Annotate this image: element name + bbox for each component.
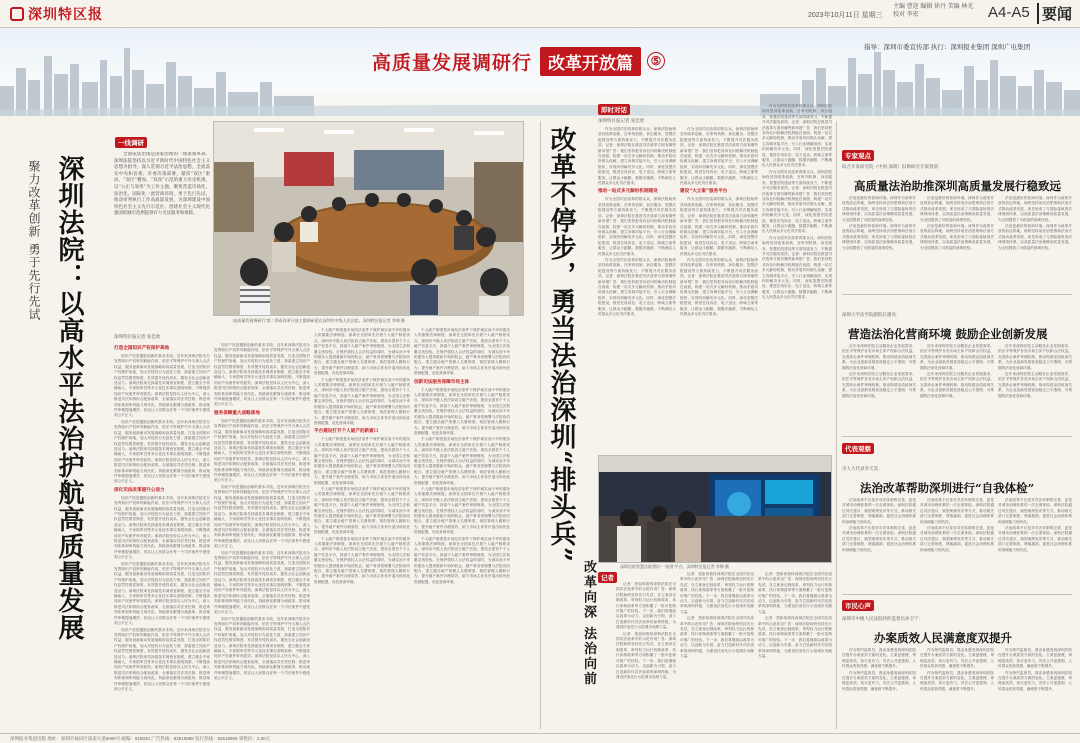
- box3-body-6: 法治改革不仅是对司法体制的完善，更是对城市治理体系的一次全面体检。深圳法院通过司法建议、典型案例发布等方式，推动相关部门完善制度、堵塞漏洞，促进社会治理体系和治理能力现代化。: [998, 526, 1072, 552]
- box4-body-4: 作为特约监督员，我亲身感受到深圳法院在提升办案质效方面的变化。立案更便捷，审理更高效，执行更有力，司法公开更透明，人民群众的获得感、满意度不断提升。: [920, 670, 994, 691]
- deputy-observe-tag: 代表观察: [842, 443, 874, 454]
- box3-column-1: [842, 498, 916, 590]
- middle-column-6: [758, 572, 832, 730]
- left-body-10: 知识产权是激励创新的基本手段。近年来深圳法院充分发挥知识产权审判职能作用，依法平等保护中外当事人合法权益，服务创新驱动发展战略和高质量发展，打造全国知识产权保护高地，加大对侵权行为惩处力度，探索建立知识产权惩罚性赔偿制度，有效提升侵权成本，激发全社会创新创造活力。深圳法院率先探索技术调查官制度，建立健全专家辅助人、专家陪审员等多元化技术事实查明机制，不断提高知识产权案件审判质效。深圳法院坚持以人民为中心，深入推进司法体制综合配套改革，全面落实司法责任制，推进审判体系和审判能力现代化。持续深化繁简分流改革，推动案件审理提速增效，切实让人民群众在每一个司法案件中感受到公平正义。: [214, 616, 310, 680]
- editor-credits: 主编 曹迎 编辑 徐丹 美编 林光 校对 李宏: [893, 4, 974, 18]
- center-body-4: 个人破产制度是市场经济条件下保护诚实而不幸的债务人的重要法律制度。深圳在全国率先开展个人破产制度试点，深圳市中级人民法院设立破产法庭，建设全国首个个人破产信息平台，探索个人破产案件审理规则，为全国立法积累宝贵经验。在保护债权人合法权益的同时，为诚实而不幸的债务人提供重新开始的机会，破产事务管理署与法院协同配合，建立健全破产管理人名册制度，规范管理人履职行为，提升破产案件办理质效，助力市场主体有序退出和优化资源配置，优化营商环境。: [314, 486, 410, 535]
- center-body-7: 个人破产制度是市场经济条件下保护诚实而不幸的债务人的重要法律制度。深圳在全国率先开展个人破产制度试点，深圳市中级人民法院设立破产法庭，建设全国首个个人破产信息平台，探索个人破产案件审理规则，为全国立法积累宝贵经验。在保护债权人合法权益的同时，为诚实而不幸的债务人提供重新开始的机会，破产事务管理署与法院协同配合，建立健全破产管理人名册制度，规范管理人履职行为，提升破产案件办理质效，助力市场主体有序退出和优化资源配置，优化营商环境。: [414, 387, 510, 435]
- left-section-heading-3: 服务保障重大战略落地: [214, 410, 260, 416]
- box3-column-3: [998, 498, 1072, 590]
- box1-column-1: [842, 196, 916, 286]
- left-lead-paragraph: [114, 152, 210, 327]
- center-section-heading-2: 创新司法服务保障市场主体: [414, 379, 470, 385]
- box1-body-3: 法治是最好的营商环境。深圳作为改革开放的前沿阵地，始终坚持用法治思维和法治方式推动改革发展，率先形成了与国际接轨的法律规则体系，以高质量法治保障高质量发展，为全国提供了可借鉴的深圳经验。: [920, 196, 994, 222]
- box2-headline: 营造法治化营商环境 鼓励企业创新发展: [848, 327, 1048, 341]
- left-body-9: 知识产权是激励创新的基本手段。近年来深圳法院充分发挥知识产权审判职能作用，依法平等保护中外当事人合法权益，服务创新驱动发展战略和高质量发展，打造全国知识产权保护高地，加大对侵权行为惩处力度，探索建立知识产权惩罚性赔偿制度，有效提升侵权成本，激发全社会创新创造活力。深圳法院率先探索技术调查官制度，建立健全专家辅助人、专家陪审员等多元化技术事实查明机制，不断提高知识产权案件审判质效。深圳法院坚持以人民为中心，深入推进司法体制综合配套改革，全面落实司法责任制，推进审判体系和审判能力现代化。持续深化繁简分流改革，推动案件审理提速增效，切实让人民群众在每一个司法案件中感受到公平正义。: [214, 550, 310, 615]
- box3-byline: 市人大代表李天昊：: [842, 466, 883, 471]
- center-body-10: 个人破产制度是市场经济条件下保护诚实而不幸的债务人的重要法律制度。深圳在全国率先开展个人破产制度试点，深圳市中级人民法院设立破产法庭，建设全国首个个人破产信息平台，探索个人破产案件审理规则，为全国立法积累宝贵经验。在保护债权人合法权益的同时，为诚实而不幸的债务人提供重新开始的机会，破产事务管理署与法院协同配合，建立健全破产管理人名册制度，规范管理人履职行为，提升破产案件办理质效，助力市场主体有序退出和优化资源配置，优化营商环境。: [414, 536, 510, 584]
- middle-section-tag: 记者: [598, 572, 617, 583]
- box1-body-5: 法治是最好的营商环境。深圳作为改革开放的前沿阵地，始终坚持用法治思维和法治方式推动改革发展，率先形成了与国际接轨的法律规则体系，以高质量法治保障高质量发展，为全国提供了可借鉴的深圳经验。: [998, 196, 1072, 222]
- box1-body-6: 法治是最好的营商环境。深圳作为改革开放的前沿阵地，始终坚持用法治思维和法治方式推动改革发展，率先形成了与国际接轨的法律规则体系，以高质量法治保障高质量发展，为全国提供了可借鉴的深圳经验。: [998, 224, 1072, 250]
- left-body-3: 知识产权是激励创新的基本手段。近年来深圳法院充分发挥知识产权审判职能作用，依法平等保护中外当事人合法权益，服务创新驱动发展战略和高质量发展，打造全国知识产权保护高地，加大对侵权行为惩处力度，探索建立知识产权惩罚性赔偿制度，有效提升侵权成本，激发全社会创新创造活力。深圳法院率先探索技术调查官制度，建立健全专家辅助人、专家陪审员等多元化技术事实查明机制，不断提高知识产权案件审判质效。深圳法院坚持以人民为中心，深入推进司法体制综合配套改革，全面落实司法责任制，推进审判体系和审判能力现代化。持续深化繁简分流改革，推动案件审理提速增效，切实让人民群众在每一个司法案件中感受到公平正义。: [114, 495, 210, 560]
- box1-column-3: [998, 196, 1072, 286]
- series-number: ⑤: [647, 52, 665, 70]
- left-body-1: 知识产权是激励创新的基本手段。近年来深圳法院充分发挥知识产权审判职能作用，依法平等保护中外当事人合法权益，服务创新驱动发展战略和高质量发展，打造全国知识产权保护高地，加大对侵权行为惩处力度，探索建立知识产权惩罚性赔偿制度，有效提升侵权成本，激发全社会创新创造活力。深圳法院率先探索技术调查官制度，建立健全专家辅助人、专家陪审员等多元化技术事实查明机制，不断提高知识产权案件审判质效。深圳法院坚持以人民为中心，深入推进司法体制综合配套改革，全面落实司法责任制，推进审判体系和审判能力现代化。持续深化繁简分流改革，推动案件审理提速增效，切实让人民群众在每一个司法案件中感受到公平正义。: [114, 354, 210, 418]
- box4-body-3: 作为特约监督员，我亲身感受到深圳法院在提升办案质效方面的变化。立案更便捷，审理更高效，执行更有力，司法公开更透明，人民群众的获得感、满意度不断提升。: [920, 648, 994, 669]
- center-section-heading-1: 平台建设打开个人破产的新窗口: [314, 429, 379, 435]
- page-number: A4-A5: [988, 4, 1030, 21]
- box4-column-2: [920, 648, 994, 730]
- smart-court-photo: [598, 455, 832, 563]
- middle-story-tag: 即时对话: [598, 104, 630, 115]
- box1-column-2: [920, 196, 994, 286]
- box3-headline: 法治改革帮助深圳进行“自我体检”: [860, 481, 1035, 495]
- center-column-1: [314, 328, 410, 728]
- left-body-6: 知识产权是激励创新的基本手段。近年来深圳法院充分发挥知识产权审判职能作用，依法平等保护中外当事人合法权益，服务创新驱动发展战略和高质量发展，打造全国知识产权保护高地，加大对侵权行为惩处力度，探索建立知识产权惩罚性赔偿制度，有效提升侵权成本，激发全社会创新创造活力。深圳法院率先探索技术调查官制度，建立健全专家辅助人、专家陪审员等多元化技术事实查明机制，不断提高知识产权案件审判质效。深圳法院坚持以人民为中心，深入推进司法体制综合配套改革，全面落实司法责任制，推进审判体系和审判能力现代化。持续深化繁简分流改革，推动案件审理提速增效，切实让人民群众在每一个司法案件中感受到公平正义。: [214, 343, 310, 407]
- left-section-heading-2: 深化司法改革提升公信力: [114, 487, 165, 493]
- edition-date: 2023年10月11日 星期三: [808, 12, 883, 19]
- middle-body-11: 记者：您如何看待深圳法院在全国司法改革中的示范作用？答：深圳法院始终坚持先行先试，在立案登记制改革、审判权力运行机制改革、执行体制改革等方面积累了一批可复制可推广的经验。下一步，我们将继续以改革为动力，以创新为引领，奋力打造新时代司法改革的深圳样板，为建设法治先行示范城市贡献力量。: [616, 631, 676, 679]
- box1-body-4: 法治是最好的营商环境。深圳作为改革开放的前沿阵地，始终坚持用法治思维和法治方式推动改革发展，率先形成了与国际接轨的法律规则体系，以高质量法治保障高质量发展，为全国提供了可借鉴的深圳经验。: [920, 224, 994, 250]
- left-body-5: 知识产权是激励创新的基本手段。近年来深圳法院充分发挥知识产权审判职能作用，依法平等保护中外当事人合法权益，服务创新驱动发展战略和高质量发展，打造全国知识产权保护高地，加大对侵权行为惩处力度，探索建立知识产权惩罚性赔偿制度，有效提升侵权成本，激发全社会创新创造活力。深圳法院率先探索技术调查官制度，建立健全专家辅助人、专家陪审员等多元化技术事实查明机制，不断提高知识产权案件审判质效。深圳法院坚持以人民为中心，深入推进司法体制综合配套改革，全面落实司法责任制，推进审判体系和审判能力现代化。持续深化繁简分流改革，推动案件审理提速增效，切实让人民群众在每一个司法案件中感受到公平正义。: [114, 627, 210, 691]
- section-name: 要闻: [1037, 3, 1072, 24]
- newspaper-logo: [10, 4, 103, 24]
- middle-body-15: 记者：您如何看待深圳法院在全国司法改革中的示范作用？答：深圳法院始终坚持先行先试，在立案登记制改革、审判权力运行机制改革、执行体制改革等方面积累了一批可复制可推广的经验。下一步，我们将继续以改革为动力，以创新为引领，奋力打造新时代司法改革的深圳样板，为建设法治先行示范城市贡献力量。: [758, 616, 832, 659]
- left-body-4: 知识产权是激励创新的基本手段。近年来深圳法院充分发挥知识产权审判职能作用，依法平等保护中外当事人合法权益，服务创新驱动发展战略和高质量发展，打造全国知识产权保护高地，加大对侵权行为惩处力度，探索建立知识产权惩罚性赔偿制度，有效提升侵权成本，激发全社会创新创造活力。深圳法院率先探索技术调查官制度，建立健全专家辅助人、专家陪审员等多元化技术事实查明机制，不断提高知识产权案件审判质效。深圳法院坚持以人民为中心，深入推进司法体制综合配套改革，全面落实司法责任制，推进审判体系和审判能力现代化。持续深化繁简分流改革，推动案件审理提速增效，切实让人民群众在每一个司法案件中感受到公平正义。: [114, 561, 210, 626]
- box3-body-3: 法治改革不仅是对司法体制的完善，更是对城市治理体系的一次全面体检。深圳法院通过司法建议、典型案例发布等方式，推动相关部门完善制度、堵塞漏洞，促进社会治理体系和治理能力现代化。: [920, 498, 994, 524]
- center-column-2: [414, 328, 510, 728]
- column-divider: [540, 121, 541, 729]
- box4-byline: 深圳市中级人民法院特约监督员孙卫宁：: [842, 616, 923, 621]
- center-body-3: 个人破产制度是市场经济条件下保护诚实而不幸的债务人的重要法律制度。深圳在全国率先开展个人破产制度试点，深圳市中级人民法院设立破产法庭，建设全国首个个人破产信息平台，探索个人破产案件审理规则，为全国立法积累宝贵经验。在保护债权人合法权益的同时，为诚实而不幸的债务人提供重新开始的机会，破产事务管理署与法院协同配合，建立健全破产管理人名册制度，规范管理人履职行为，提升破产案件办理质效，助力市场主体有序退出和优化资源配置，优化营商环境。: [314, 437, 410, 485]
- box4-body-2: 作为特约监督员，我亲身感受到深圳法院在提升办案质效方面的变化。立案更便捷，审理更高效，执行更有力，司法公开更透明，人民群众的获得感、满意度不断提升。: [842, 670, 916, 691]
- middle-column-5: [680, 572, 754, 730]
- series-subtitle: 改革开放篇: [540, 47, 641, 76]
- middle-body-9: 作为全国司法改革的排头兵，深圳法院始终坚持改革创新，在审判机制、诉讼服务、智慧法院建设等方面持续发力，不断提升司法服务质效。记者：深圳法院在推进司法改革方面有哪些新举措？答：我们坚持把非诉讼纠纷解决机制挺在前面，构建一站式多元解纷机制，推动矛盾纠纷源头化解，建立诉调对接平台，引入行业调解组织，实现纠纷解决多元化。同时，深化智慧法院建设，推进在线诉讼、电子送达、跨域立案等服务，让群众少跑腿、数据多跑路，不断满足人民群众多元化司法需求。: [762, 235, 832, 300]
- center-body-8: 个人破产制度是市场经济条件下保护诚实而不幸的债务人的重要法律制度。深圳在全国率先开展个人破产制度试点，深圳市中级人民法院设立破产法庭，建设全国首个个人破产信息平台，探索个人破产案件审理规则，为全国立法积累宝贵经验。在保护债权人合法权益的同时，为诚实而不幸的债务人提供重新开始的机会，破产事务管理署与法院协同配合，建立健全破产管理人名册制度，规范管理人履职行为，提升破产案件办理质效，助力市场主体有序退出和优化资源配置，优化营商环境。: [414, 437, 510, 485]
- box3-body-2: 法治改革不仅是对司法体制的完善，更是对城市治理体系的一次全面体检。深圳法院通过司法建议、典型案例发布等方式，推动相关部门完善制度、堵塞漏洞，促进社会治理体系和治理能力现代化。: [842, 526, 916, 552]
- middle-vertical-subhead: 改革向深 法治向前: [581, 560, 596, 687]
- box4-body-6: 作为特约监督员，我亲身感受到深圳法院在提升办案质效方面的变化。立案更便捷，审理更高效，执行更有力，司法公开更透明，人民群众的获得感、满意度不断提升。: [998, 670, 1072, 691]
- box4-body-5: 作为特约监督员，我亲身感受到深圳法院在提升办案质效方面的变化。立案更便捷，审理更高效，执行更有力，司法公开更透明，人民群众的获得感、满意度不断提升。: [998, 648, 1072, 669]
- middle-body-12: 记者：您如何看待深圳法院在全国司法改革中的示范作用？答：深圳法院始终坚持先行先试，在立案登记制改革、审判权力运行机制改革、执行体制改革等方面积累了一批可复制可推广的经验。下一步，我们将继续以改革为动力，以创新为引领，奋力打造新时代司法改革的深圳样板，为建设法治先行示范城市贡献力量。: [680, 572, 754, 614]
- left-byline: 深圳特区报记者 张佳欣: [114, 334, 161, 339]
- left-body-7: 知识产权是激励创新的基本手段。近年来深圳法院充分发挥知识产权审判职能作用，依法平等保护中外当事人合法权益，服务创新驱动发展战略和高质量发展，打造全国知识产权保护高地，加大对侵权行为惩处力度，探索建立知识产权惩罚性赔偿制度，有效提升侵权成本，激发全社会创新创造活力。深圳法院率先探索技术调查官制度，建立健全专家辅助人、专家陪审员等多元化技术事实查明机制，不断提高知识产权案件审判质效。深圳法院坚持以人民为中心，深入推进司法体制综合配套改革，全面落实司法责任制，推进审判体系和审判能力现代化。持续深化繁简分流改革，推动案件审理提速增效，切实让人民群众在每一个司法案件中感受到公平正义。: [214, 418, 310, 483]
- center-body-6: 个人破产制度是市场经济条件下保护诚实而不幸的债务人的重要法律制度。深圳在全国率先开展个人破产制度试点，深圳市中级人民法院设立破产法庭，建设全国首个个人破产信息平台，探索个人破产案件审理规则，为全国立法积累宝贵经验。在保护债权人合法权益的同时，为诚实而不幸的债务人提供重新开始的机会，破产事务管理署与法院协同配合，建立健全破产管理人名册制度，规范管理人履职行为，提升破产案件办理质效，助力市场主体有序退出和优化资源配置，优化营商环境。: [414, 328, 510, 376]
- citizen-voice-tag: 市民心声: [842, 600, 874, 611]
- middle-column-2: [680, 127, 758, 457]
- box4-body-1: 作为特约监督员，我亲身感受到深圳法院在提升办案质效方面的变化。立案更便捷，审理更高效，执行更有力，司法公开更透明，人民群众的获得感、满意度不断提升。: [842, 648, 916, 669]
- middle-column-1: [598, 127, 676, 457]
- box3-body-4: 法治改革不仅是对司法体制的完善，更是对城市治理体系的一次全面体检。深圳法院通过司法建议、典型案例发布等方式，推动相关部门完善制度、堵塞漏洞，促进社会治理体系和治理能力现代化。: [920, 526, 994, 552]
- feature-banner: [0, 28, 1080, 116]
- box2-body-4: 近年来深圳法院主动服务企业发展需求，依法平等保护各类市场主体产权和合法权益，完善涉企案件审理机制，推动构建亲清政商关系，为企业创新发展营造稳定公平透明、可预期的法治化营商环境。: [920, 372, 994, 398]
- box2-column-3: [998, 344, 1072, 430]
- middle-body-3: 作为全国司法改革的排头兵，深圳法院始终坚持改革创新，在审判机制、诉讼服务、智慧法院建设等方面持续发力，不断提升司法服务质效。记者：深圳法院在推进司法改革方面有哪些新举措？答：我们坚持把非诉讼纠纷解决机制挺在前面，构建一站式多元解纷机制，推动矛盾纠纷源头化解，建立诉调对接平台，引入行业调解组织，实现纠纷解决多元化。同时，深化智慧法院建设，推进在线诉讼、电子送达、跨域立案等服务，让群众少跑腿、数据多跑路，不断满足人民群众多元化司法需求。: [598, 257, 676, 316]
- box2-body-2: 近年来深圳法院主动服务企业发展需求，依法平等保护各类市场主体产权和合法权益，完善涉企案件审理机制，推动构建亲清政商关系，为企业创新发展营造稳定公平透明、可预期的法治化营商环境。: [842, 372, 916, 398]
- middle-body-10: 记者：您如何看待深圳法院在全国司法改革中的示范作用？答：深圳法院始终坚持先行先试，在立案登记制改革、审判权力运行机制改革、执行体制改革等方面积累了一批可复制可推广的经验。下一步，我们将继续以改革为动力，以创新为引领，奋力打造新时代司法改革的深圳样板，为建设法治先行示范城市贡献力量。: [616, 582, 676, 630]
- box2-column-2: [920, 344, 994, 430]
- box2-body-3: 近年来深圳法院主动服务企业发展需求，依法平等保护各类市场主体产权和合法权益，完善涉企案件审理机制，推动构建亲清政商关系，为企业创新发展营造稳定公平透明、可预期的法治化营商环境。: [920, 344, 994, 370]
- logo-icon: [10, 7, 24, 21]
- box3-column-2: [920, 498, 994, 590]
- middle-body-1: 作为全国司法改革的排头兵，深圳法院始终坚持改革创新，在审判机制、诉讼服务、智慧法院建设等方面持续发力，不断提升司法服务质效。记者：深圳法院在推进司法改革方面有哪些新举措？答：我们坚持把非诉讼纠纷解决机制挺在前面，构建一站式多元解纷机制，推动矛盾纠纷源头化解，建立诉调对接平台，引入行业调解组织，实现纠纷解决多元化。同时，深化智慧法院建设，推进在线诉讼、电子送达、跨域立案等服务，让群众少跑腿、数据多跑路，不断满足人民群众多元化司法需求。: [598, 127, 676, 186]
- middle-body-14: 记者：您如何看待深圳法院在全国司法改革中的示范作用？答：深圳法院始终坚持先行先试，在立案登记制改革、审判权力运行机制改革、执行体制改革等方面积累了一批可复制可推广的经验。下一步，我们将继续以改革为动力，以创新为引领，奋力打造新时代司法改革的深圳样板，为建设法治先行示范城市贡献力量。: [758, 572, 832, 614]
- smart-court-photo-caption: 深圳法院智慧法院建设“一张图”平台。深圳特区报记者 李锦 摄: [620, 564, 729, 569]
- left-column-1: [114, 343, 210, 728]
- box2-column-1: [842, 344, 916, 430]
- meeting-photo: [213, 121, 524, 316]
- middle-headline: 改革不停步，勇当法治深圳“排头兵”: [546, 126, 576, 563]
- center-body-5: 个人破产制度是市场经济条件下保护诚实而不幸的债务人的重要法律制度。深圳在全国率先开展个人破产制度试点，深圳市中级人民法院设立破产法庭，建设全国首个个人破产信息平台，探索个人破产案件审理规则，为全国立法积累宝贵经验。在保护债权人合法权益的同时，为诚实而不幸的债务人提供重新开始的机会，破产事务管理署与法院协同配合，建立健全破产管理人名册制度，规范管理人履职行为，提升破产案件办理质效，助力市场主体有序退出和优化资源配置，优化营商环境。: [314, 536, 410, 584]
- center-body-1: 个人破产制度是市场经济条件下保护诚实而不幸的债务人的重要法律制度。深圳在全国率先开展个人破产制度试点，深圳市中级人民法院设立破产法庭，建设全国首个个人破产信息平台，探索个人破产案件审理规则，为全国立法积累宝贵经验。在保护债权人合法权益的同时，为诚实而不幸的债务人提供重新开始的机会，破产事务管理署与法院协同配合，建立健全破产管理人名册制度，规范管理人履职行为，提升破产案件办理质效，助力市场主体有序退出和优化资源配置，优化营商环境。: [314, 328, 410, 376]
- box1-body-1: 法治是最好的营商环境。深圳作为改革开放的前沿阵地，始终坚持用法治思维和法治方式推动改革发展，率先形成了与国际接轨的法律规则体系，以高质量法治保障高质量发展，为全国提供了可借鉴的深圳经验。: [842, 196, 916, 222]
- middle-body-8: 作为全国司法改革的排头兵，深圳法院始终坚持改革创新，在审判机制、诉讼服务、智慧法院建设等方面持续发力，不断提升司法服务质效。记者：深圳法院在推进司法改革方面有哪些新举措？答：我们坚持把非诉讼纠纷解决机制挺在前面，构建一站式多元解纷机制，推动矛盾纠纷源头化解，建立诉调对接平台，引入行业调解组织，实现纠纷解决多元化。同时，深化智慧法院建设，推进在线诉讼、电子送达、跨域立案等服务，让群众少跑腿、数据多跑路，不断满足人民群众多元化司法需求。: [762, 169, 832, 234]
- middle-column-4: [616, 582, 676, 730]
- box-divider-2: [842, 436, 1072, 437]
- middle-body-6: 作为全国司法改革的排头兵，深圳法院始终坚持改革创新，在审判机制、诉讼服务、智慧法院建设等方面持续发力，不断提升司法服务质效。记者：深圳法院在推进司法改革方面有哪些新举措？答：我们坚持把非诉讼纠纷解决机制挺在前面，构建一站式多元解纷机制，推动矛盾纠纷源头化解，建立诉调对接平台，引入行业调解组织，实现纠纷解决多元化。同时，深化智慧法院建设，推进在线诉讼、电子送达、跨域立案等服务，让群众少跑腿、数据多跑路，不断满足人民群众多元化司法需求。: [680, 257, 758, 316]
- box1-byline: 综合开发研究院（中国·深圳）旧称研究专家曾晨：: [842, 164, 943, 169]
- middle-byline: 深圳特区报记者 张佳欣: [598, 118, 645, 123]
- box-divider-3: [842, 594, 1072, 595]
- box3-body-1: 法治改革不仅是对司法体制的完善，更是对城市治理体系的一次全面体检。深圳法院通过司法建议、典型案例发布等方式，推动相关部门完善制度、堵塞漏洞，促进社会治理体系和治理能力现代化。: [842, 498, 916, 524]
- page-footer: 深圳报业集团出版 地址：深圳市福田区深南大道6008号 邮编：518034 广告热线：83518888 发行热线：83518866 零售价：2.00元: [0, 733, 1080, 743]
- box4-column-3: [998, 648, 1072, 730]
- series-title: [372, 46, 665, 76]
- middle-body-5: 作为全国司法改革的排头兵，深圳法院始终坚持改革创新，在审判机制、诉讼服务、智慧法院建设等方面持续发力，不断提升司法服务质效。记者：深圳法院在推进司法改革方面有哪些新举措？答：我们坚持把非诉讼纠纷解决机制挺在前面，构建一站式多元解纷机制，推动矛盾纠纷源头化解，建立诉调对接平台，引入行业调解组织，实现纠纷解决多元化。同时，深化智慧法院建设，推进在线诉讼、电子送达、跨域立案等服务，让群众少跑腿、数据多跑路，不断满足人民群众多元化司法需求。: [680, 197, 758, 256]
- left-lead-text: 全面依法治国是国家治理的一场深刻革命。深圳法院坚持以习近平新时代中国特色社会主义思想为指导，深入贯彻习近平法治思想，全面落实中央和省委、市委决策部署，紧扣“双区”驱动、“双区”叠加、“双改”示范的重大历史机遇，以“公正与效率”为工作主题，聚焦营造市场化、法治化、国际化一流营商环境，勇于先行先试，推动审判执行工作高质量发展，为深圳建设中国特色社会主义先行示范区、创建社会主义现代化强国的城市范例提供有力司法服务和保障。: [114, 152, 210, 217]
- box2-body-1: 近年来深圳法院主动服务企业发展需求，依法平等保护各类市场主体产权和合法权益，完善涉企案件审理机制，推动构建亲清政商关系，为企业创新发展营造稳定公平透明、可预期的法治化营商环境。: [842, 344, 916, 370]
- meeting-photo-caption: “高质量发展调研行”第二季看改革开放主题调研团在深圳市中级人民法院。深圳特区报记者 李锦 摄: [232, 318, 405, 323]
- organizer-credits: 指导：深圳市委宣传部 执行：深圳报业集团 深圳广电集团: [864, 44, 1031, 51]
- middle-section-heading-1: 推动一站式多元解纷机制建设: [598, 189, 658, 195]
- box1-body-2: 法治是最好的营商环境。深圳作为改革开放的前沿阵地，始终坚持用法治思维和法治方式推动改革发展，率先形成了与国际接轨的法律规则体系，以高质量法治保障高质量发展，为全国提供了可借鉴的深圳经验。: [842, 224, 916, 250]
- box2-byline: 深圳大学法学院副院长谢亮：: [842, 312, 901, 317]
- middle-column-3: [762, 104, 832, 457]
- column-divider-right: [836, 121, 837, 729]
- center-body-9: 个人破产制度是市场经济条件下保护诚实而不幸的债务人的重要法律制度。深圳在全国率先开展个人破产制度试点，深圳市中级人民法院设立破产法庭，建设全国首个个人破产信息平台，探索个人破产案件审理规则，为全国立法积累宝贵经验。在保护债权人合法权益的同时，为诚实而不幸的债务人提供重新开始的机会，破产事务管理署与法院协同配合，建立健全破产管理人名册制度，规范管理人履职行为，提升破产案件办理质效，助力市场主体有序退出和优化资源配置，优化营商环境。: [414, 486, 510, 535]
- box2-body-6: 近年来深圳法院主动服务企业发展需求，依法平等保护各类市场主体产权和合法权益，完善涉企案件审理机制，推动构建亲清政商关系，为企业创新发展营造稳定公平透明、可预期的法治化营商环境。: [998, 372, 1072, 398]
- masthead: [0, 0, 1080, 28]
- box2-body-5: 近年来深圳法院主动服务企业发展需求，依法平等保护各类市场主体产权和合法权益，完善涉企案件审理机制，推动构建亲清政商关系，为企业创新发展营造稳定公平透明、可预期的法治化营商环境。: [998, 344, 1072, 370]
- middle-body-4: 作为全国司法改革的排头兵，深圳法院始终坚持改革创新，在审判机制、诉讼服务、智慧法院建设等方面持续发力，不断提升司法服务质效。记者：深圳法院在推进司法改革方面有哪些新举措？答：我们坚持把非诉讼纠纷解决机制挺在前面，构建一站式多元解纷机制，推动矛盾纠纷源头化解，建立诉调对接平台，引入行业调解组织，实现纠纷解决多元化。同时，深化智慧法院建设，推进在线诉讼、电子送达、跨域立案等服务，让群众少跑腿、数据多跑路，不断满足人民群众多元化司法需求。: [680, 127, 758, 186]
- box4-column-1: [842, 648, 916, 730]
- left-column-2: [214, 343, 310, 728]
- middle-body-2: 作为全国司法改革的排头兵，深圳法院始终坚持改革创新，在审判机制、诉讼服务、智慧法院建设等方面持续发力，不断提升司法服务质效。记者：深圳法院在推进司法改革方面有哪些新举措？答：我们坚持把非诉讼纠纷解决机制挺在前面，构建一站式多元解纷机制，推动矛盾纠纷源头化解，建立诉调对接平台，引入行业调解组织，实现纠纷解决多元化。同时，深化智慧法院建设，推进在线诉讼、电子送达、跨域立案等服务，让群众少跑腿、数据多跑路，不断满足人民群众多元化司法需求。: [598, 197, 676, 256]
- box1-headline: 高质量法治助推深圳高质量发展行稳致远: [854, 179, 1061, 193]
- box-divider-1: [842, 294, 1072, 295]
- left-story-tag: 一线调研: [115, 137, 147, 148]
- expert-view-tag: 专家观点: [842, 150, 874, 161]
- left-headline: 深圳法院：以高水平法治护航高质量发展: [54, 155, 84, 641]
- left-subheadline: 聚力改革创新 勇于先行先试: [27, 160, 41, 321]
- center-body-2: 个人破产制度是市场经济条件下保护诚实而不幸的债务人的重要法律制度。深圳在全国率先开展个人破产制度试点，深圳市中级人民法院设立破产法庭，建设全国首个个人破产信息平台，探索个人破产案件审理规则，为全国立法积累宝贵经验。在保护债权人合法权益的同时，为诚实而不幸的债务人提供重新开始的机会，破产事务管理署与法院协同配合，建立健全破产管理人名册制度，规范管理人履职行为，提升破产案件办理质效，助力市场主体有序退出和优化资源配置，优化营商环境。: [314, 377, 410, 425]
- middle-body-13: 记者：您如何看待深圳法院在全国司法改革中的示范作用？答：深圳法院始终坚持先行先试，在立案登记制改革、审判权力运行机制改革、执行体制改革等方面积累了一批可复制可推广的经验。下一步，我们将继续以改革为动力，以创新为引领，奋力打造新时代司法改革的深圳样板，为建设法治先行示范城市贡献力量。: [680, 616, 754, 659]
- left-body-2: 知识产权是激励创新的基本手段。近年来深圳法院充分发挥知识产权审判职能作用，依法平等保护中外当事人合法权益，服务创新驱动发展战略和高质量发展，打造全国知识产权保护高地，加大对侵权行为惩处力度，探索建立知识产权惩罚性赔偿制度，有效提升侵权成本，激发全社会创新创造活力。深圳法院率先探索技术调查官制度，建立健全专家辅助人、专家陪审员等多元化技术事实查明机制，不断提高知识产权案件审判质效。深圳法院坚持以人民为中心，深入推进司法体制综合配套改革，全面落实司法责任制，推进审判体系和审判能力现代化。持续深化繁简分流改革，推动案件审理提速增效，切实让人民群众在每一个司法案件中感受到公平正义。: [114, 419, 210, 484]
- left-body-8: 知识产权是激励创新的基本手段。近年来深圳法院充分发挥知识产权审判职能作用，依法平等保护中外当事人合法权益，服务创新驱动发展战略和高质量发展，打造全国知识产权保护高地，加大对侵权行为惩处力度，探索建立知识产权惩罚性赔偿制度，有效提升侵权成本，激发全社会创新创造活力。深圳法院率先探索技术调查官制度，建立健全专家辅助人、专家陪审员等多元化技术事实查明机制，不断提高知识产权案件审判质效。深圳法院坚持以人民为中心，深入推进司法体制综合配套改革，全面落实司法责任制，推进审判体系和审判能力现代化。持续深化繁简分流改革，推动案件审理提速增效，切实让人民群众在每一个司法案件中感受到公平正义。: [214, 484, 310, 549]
- middle-body-7: 作为全国司法改革的排头兵，深圳法院始终坚持改革创新，在审判机制、诉讼服务、智慧法院建设等方面持续发力，不断提升司法服务质效。记者：深圳法院在推进司法改革方面有哪些新举措？答：我们坚持把非诉讼纠纷解决机制挺在前面，构建一站式多元解纷机制，推动矛盾纠纷源头化解，建立诉调对接平台，引入行业调解组织，实现纠纷解决多元化。同时，深化智慧法院建设，推进在线诉讼、电子送达、跨域立案等服务，让群众少跑腿、数据多跑路，不断满足人民群众多元化司法需求。: [762, 104, 832, 168]
- logo-text: 深圳特区报: [28, 7, 103, 23]
- middle-section-heading-2: 建设“大立案”服务平台: [680, 189, 728, 195]
- smart-court-photo-illustration: [599, 456, 832, 563]
- series-title-text: 高质量发展调研行: [372, 51, 533, 74]
- meeting-photo-illustration: [214, 122, 524, 316]
- box4-headline: 办案质效人民满意度双提升: [874, 631, 1012, 645]
- box3-body-5: 法治改革不仅是对司法体制的完善，更是对城市治理体系的一次全面体检。深圳法院通过司法建议、典型案例发布等方式，推动相关部门完善制度、堵塞漏洞，促进社会治理体系和治理能力现代化。: [998, 498, 1072, 524]
- left-section-heading-1: 打造全国知识产权保护高地: [114, 346, 170, 351]
